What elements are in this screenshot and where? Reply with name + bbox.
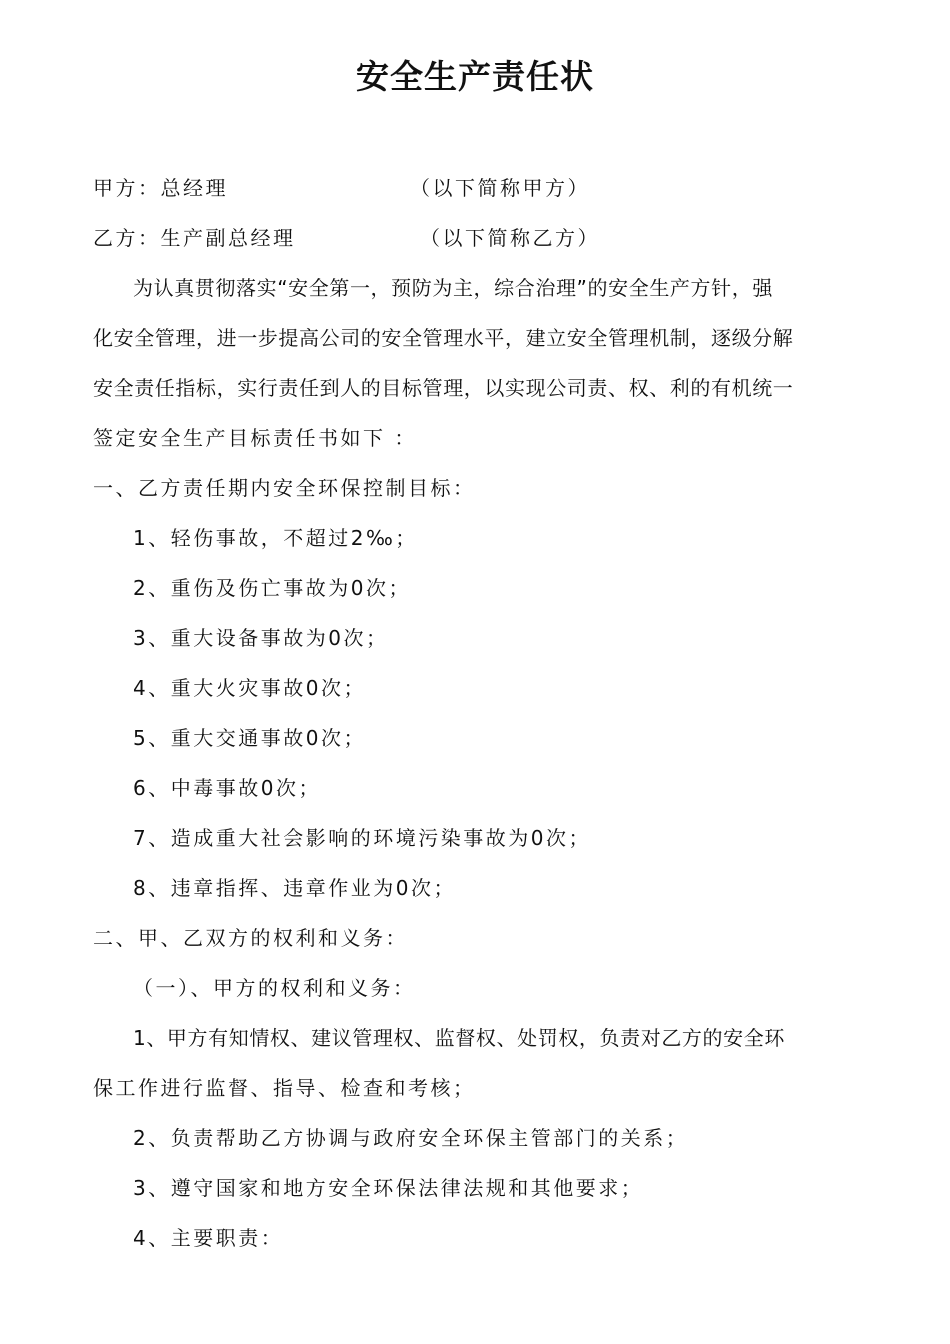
party-a-label: 甲方：总经理 <box>93 176 228 200</box>
target-item: 6、中毒事故0次； <box>133 776 321 800</box>
intro-line: 化安全管理，进一步提高公司的安全管理水平，建立安全管理机制，逐级分解 <box>93 326 794 350</box>
duty-item: 3、遵守国家和地方安全环保法律法规和其他要求； <box>133 1176 644 1200</box>
target-item: 3、重大设备事故为0次； <box>133 626 389 650</box>
intro-line: 为认真贯彻落实“安全第一，预防为主，综合治理”的安全生产方针，强 <box>133 276 773 300</box>
duty-item: 1、甲方有知情权、建议管理权、监督权、处罚权，负责对乙方的安全环 <box>133 1026 785 1050</box>
duty-item: 4、主要职责： <box>133 1226 284 1250</box>
target-item: 2、重伤及伤亡事故为0次； <box>133 576 411 600</box>
target-item: 8、违章指挥、违章作业为0次； <box>133 876 456 900</box>
target-item: 5、重大交通事故0次； <box>133 726 366 750</box>
party-b-label: 乙方：生产副总经理 <box>93 226 296 250</box>
duty-item-continuation: 保工作进行监督、指导、检查和考核； <box>93 1076 476 1100</box>
party-b-note: （以下简称乙方） <box>420 226 600 250</box>
intro-line: 安全责任指标，实行责任到人的目标管理，以实现公司责、权、利的有机统一 <box>93 376 794 400</box>
party-a-note: （以下简称甲方） <box>410 176 590 200</box>
document-title: 安全生产责任状 <box>356 57 594 96</box>
section2-sub-heading: （一）、甲方的权利和义务： <box>133 976 416 1000</box>
target-item: 4、重大火灾事故0次； <box>133 676 366 700</box>
section1-heading: 一、乙方责任期内安全环保控制目标： <box>93 476 476 500</box>
target-item: 1、轻伤事故，不超过2‰； <box>133 526 418 550</box>
intro-line: 签定安全生产目标责任书如下 ： <box>93 426 417 450</box>
target-item: 7、造成重大社会影响的环境污染事故为0次； <box>133 826 591 850</box>
section2-heading: 二、甲、乙双方的权利和义务： <box>93 926 408 950</box>
duty-item: 2、负责帮助乙方协调与政府安全环保主管部门的关系； <box>133 1126 689 1150</box>
